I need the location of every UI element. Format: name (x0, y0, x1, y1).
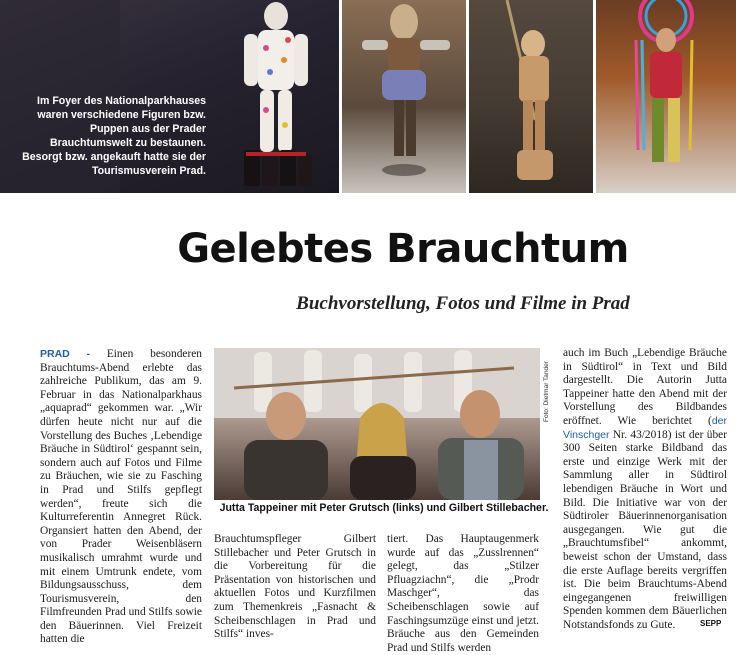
subheadline: Buchvorstellung, Fotos und Filme in Prad (296, 293, 630, 314)
placeline: PRAD - (40, 348, 91, 360)
photo-credit: Foto: Dietmar Tander (543, 361, 550, 422)
top-photo-strip (0, 0, 736, 193)
article-text: auch im Buch „Lebendige Bräuche in Südtirol“ in Text und Bild dargestellt. Die Autorin Jutta Tappeiner hatte den Abend mit der Vorstellung des Bildbandes eröffnet. Wie berichtet ( (563, 347, 727, 427)
headline: Gelebtes Brauchtum (177, 226, 629, 272)
photo-foyer-figure-2 (342, 0, 466, 193)
article-paragraph (40, 348, 202, 647)
figure-illustration (596, 0, 736, 193)
article-text: Nr. 43/2018) ist der über 300 Seiten starke Bildband das erste und einzige Werk mit der Sammlung aller in Südtirol lebendigen Bräuche in Wort und Bild. Die Initiative war von der Südtiroler Bäuerinnenorganisation ausgegangen. Wie gut die „Brauchtumsfibel“ ankommt, beweist schon der Umstand, dass die erste Auflage bereits vergriffen ist. Die beim Brauchtums-Abend eingegangenen freiwilligen Spenden kommen dem Bäuerlichen Notstandsfonds zu Gute. (563, 428, 727, 631)
article-column-3 (387, 533, 539, 655)
figure-illustration (342, 0, 466, 193)
inline-photo-caption: Jutta Tappeiner mit Peter Grutsch (links) und Gilbert Stillebacher. (219, 502, 549, 514)
author-signature: SEPP (700, 619, 722, 628)
publication-name: der Vinschger (563, 414, 727, 441)
article-paragraph (563, 347, 727, 632)
article-text: tiert. Das Hauptaugenmerk wurde auf das „Zusslrennen“ gelegt, das „Stilzer Pfluagziachn“, die „Prodr Maschger“, das Scheibenschlagen sowie auf Faschingsumzüge einst und jetzt. Bräuche aus den Gemeinden Prad und Stilfs werden (387, 533, 539, 654)
photo-caption-overlay: Im Foyer des Nationalparkhauses waren verschiedene Figuren bzw. Puppen aus der Prader Brauchtumswelt zu bestaunen. Besorgt bzw. angekauft hatte sie der Tourismusverein Prad. (22, 95, 206, 177)
article-column-1 (40, 348, 202, 647)
inline-photo (214, 348, 540, 500)
article-column-2 (214, 533, 376, 642)
article-text: Brauchtumspfleger Gilbert Stillebacher und Peter Grutsch in die Vorbereitung für die Präsentation von historischen und aktuellen Fotos und Kurzfilmen zum Themenkreis „Fasnacht & Scheibenschlagen in Prad und Stilfs“ inves- (214, 533, 376, 641)
figure-illustration (469, 0, 593, 193)
photo-foyer-figure-3 (469, 0, 593, 193)
article-column-4 (563, 347, 727, 632)
people-photo-illustration (214, 348, 540, 500)
photo-foyer-figure-4 (596, 0, 736, 193)
article-text: Einen besonderen Brauchtums-Abend erlebte das zahlreiche Publikum, das am 9. Februar in das Nationalparkhaus „aquaprad“ gekommen war. „Wir dürfen heute nicht nur auf die Vorstellung des Buches ‚Lebendige Bräuche in Südtirol‘ gespannt sein, sondern auch auf Fotos und Filme zu Bräuchen, wie sie zu Fasching in Prad und Stilfs gepflegt werden“, freute sich die Kulturreferentin Annegret Rück. Organsiert hatten den Abend, der von Prader Weisenbläsern musikalisch umrahmt wurde und mit einem Umtrunk endete, vom Bildungsausschuss, dem Tourismusverein, den Filmfreunden Prad und Stilfs sowie den Bäuerinnen. Viel Freizeit hatten die (40, 348, 202, 646)
